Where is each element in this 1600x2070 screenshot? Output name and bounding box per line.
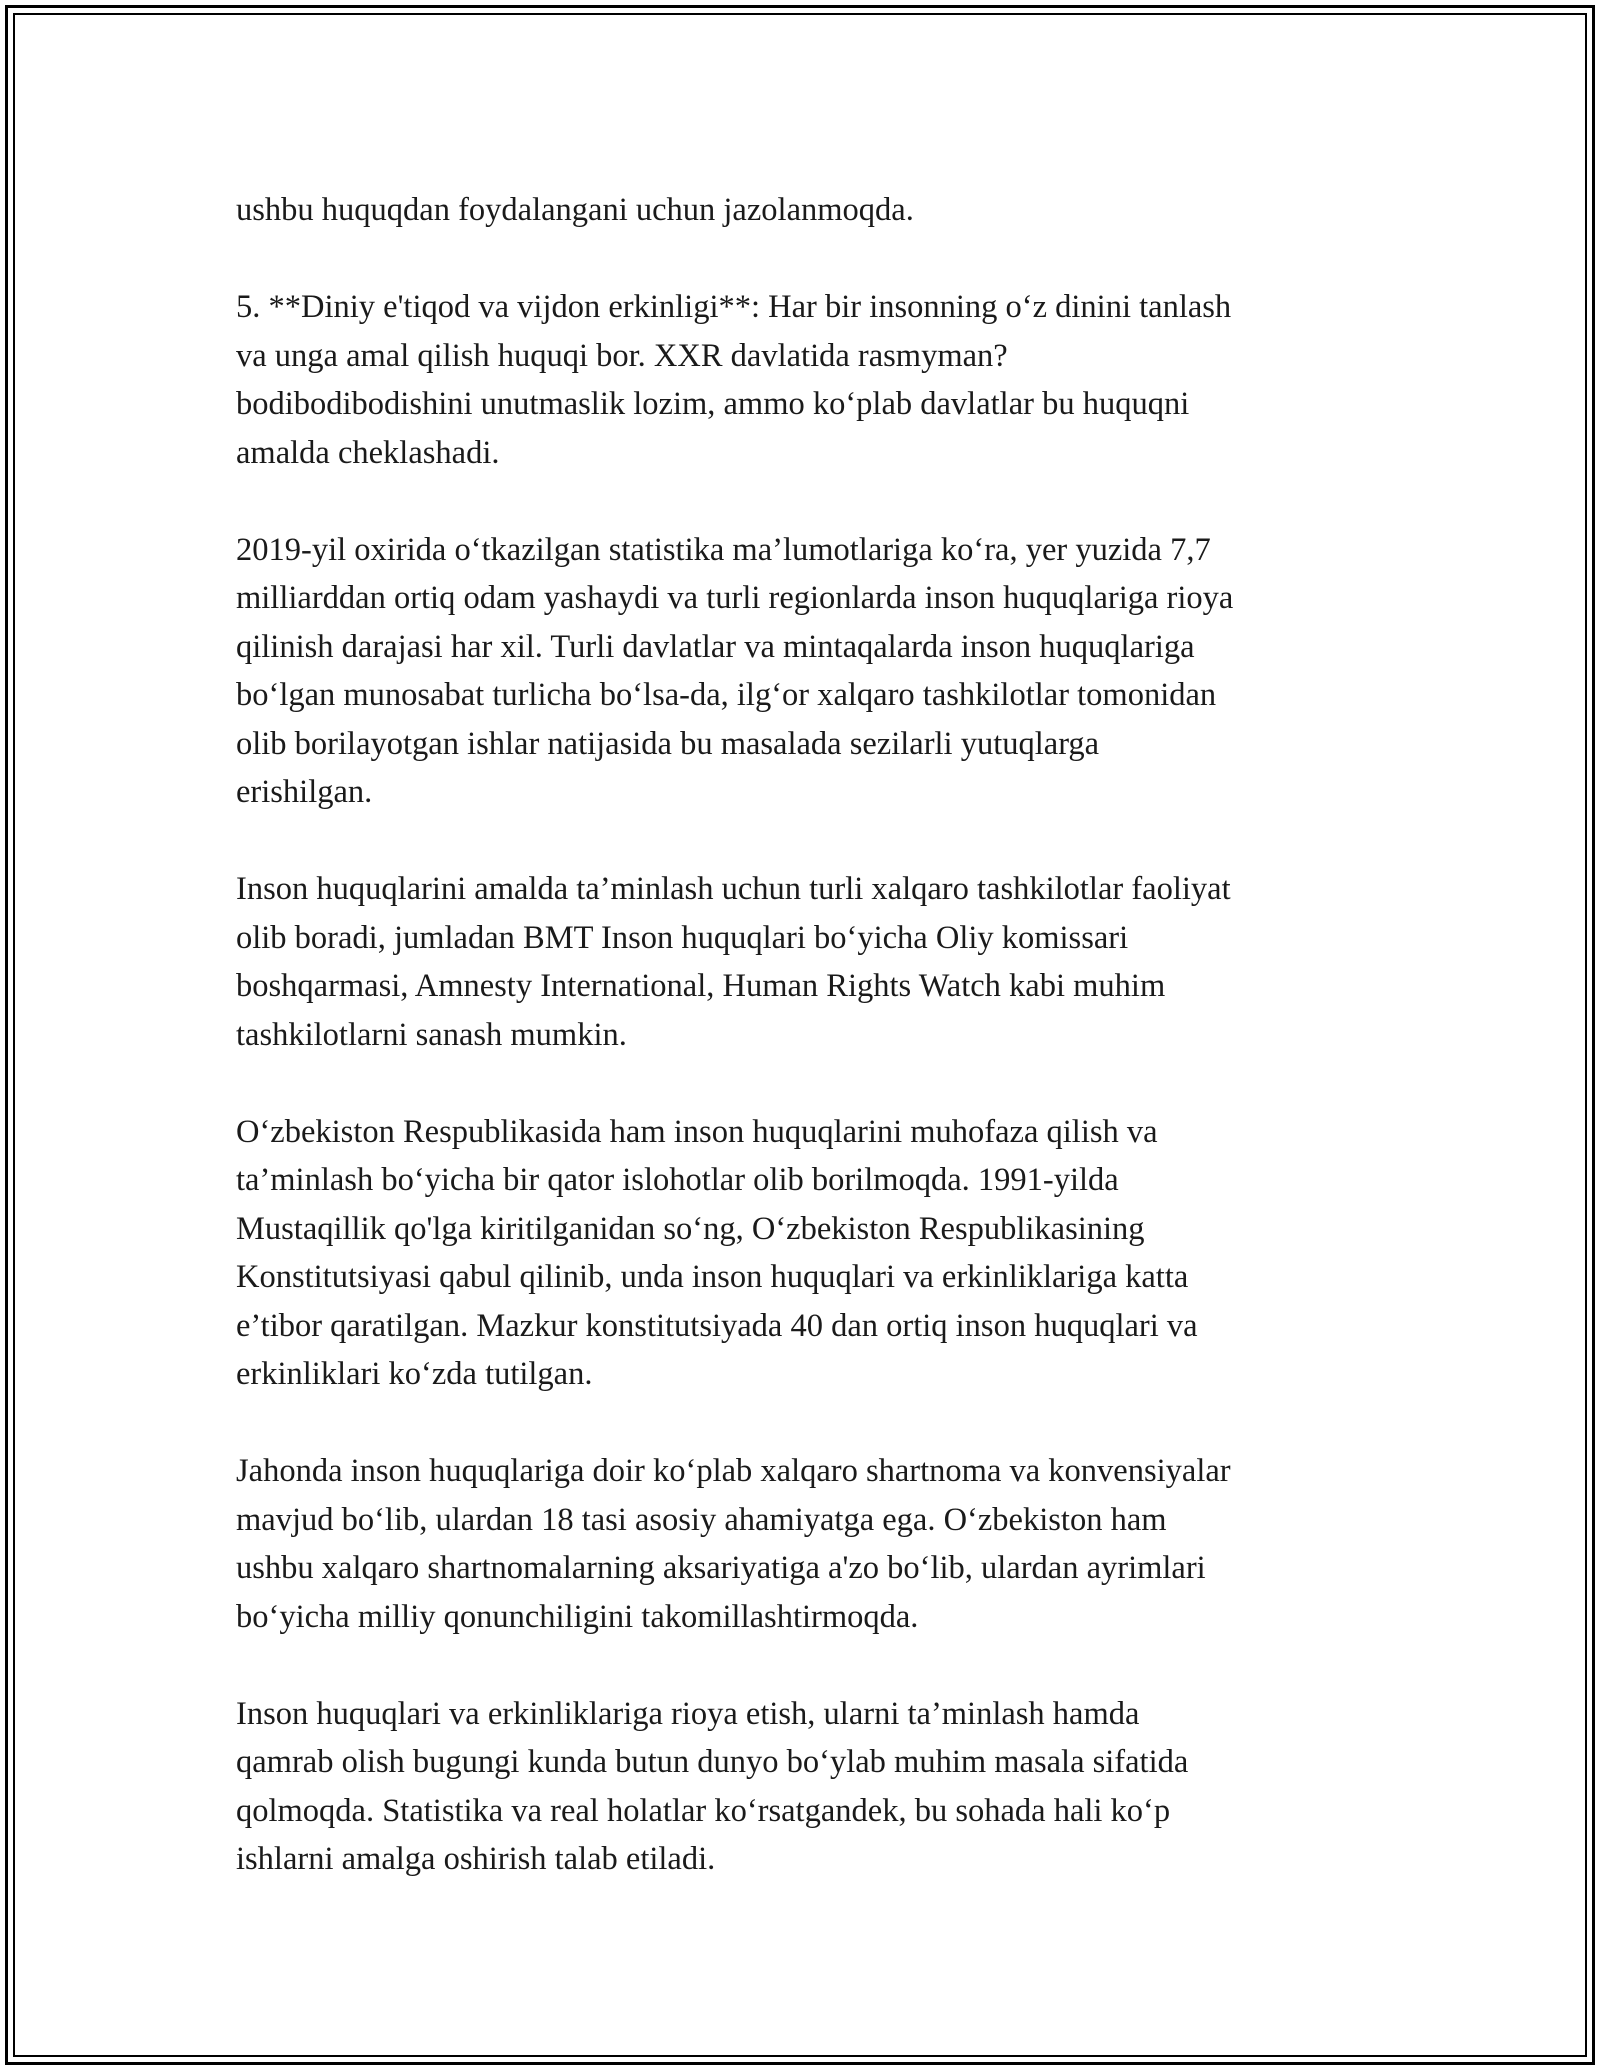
text-line: 2019-yil oxirida o‘tkazilgan statistika ma’lumotlariga ko‘ra, yer yuzida 7,7 [236, 531, 1211, 568]
text-line: bo‘yicha milliy qonunchiligini takomillashtirmoqda. [236, 1598, 919, 1635]
text-line: qolmoqda. Statistika va real holatlar ko‘rsatgandek, bu sohada hali ko‘p [236, 1792, 1171, 1829]
paragraph [236, 865, 1376, 1059]
text-line: Inson huquqlari va erkinliklariga rioya etish, ularni ta’minlash hamda [236, 1695, 1140, 1732]
text-line: ushbu huquqdan foydalangani uchun jazolanmoqda. [236, 192, 914, 228]
text-line: boshqarmasi, Amnesty International, Human Rights Watch kabi muhim [236, 968, 1166, 1004]
paragraph [236, 1108, 1376, 1399]
text-line: olib borilayotgan ishlar natijasida bu masalada sezilarli yutuqlarga [236, 725, 1100, 762]
text-line: ta’minlash bo‘yicha bir qator islohotlar olib borilmoqda. 1991-yilda [236, 1162, 1119, 1198]
text-line: tashkilotlarni sanash mumkin. [236, 1016, 627, 1053]
document-body [236, 186, 1376, 1932]
text-line: olib boradi, jumladan BMT Inson huquqlari bo‘yicha Oliy komissari [236, 919, 1129, 956]
paragraph [236, 526, 1376, 817]
text-line: Mustaqillik qo'lga kiritilganidan so‘ng, O‘zbekiston Respublikasining [236, 1210, 1145, 1247]
paragraph [236, 186, 1376, 235]
text-line: milliarddan ortiq odam yashaydi va turli regionlarda inson huquqlariga rioya [236, 580, 1234, 616]
text-line: e’tibor qaratilgan. Mazkur konstitutsiyada 40 dan ortiq inson huquqlari va [236, 1307, 1198, 1344]
text-line: qilinish darajasi har xil. Turli davlatlar va mintaqalarda inson huquqlariga [236, 628, 1195, 665]
text-line: bo‘lgan munosabat turlicha bo‘lsa-da, ilg‘or xalqaro tashkilotlar tomonidan [236, 677, 1217, 713]
text-line: va unga amal qilish huquqi bor. XXR davlatida rasmyman? [236, 337, 1008, 374]
text-line: erishilgan. [236, 774, 373, 810]
text-line: Inson huquqlarini amalda ta’minlash uchun turli xalqaro tashkilotlar faoliyat [236, 871, 1231, 907]
text-line: amalda cheklashadi. [236, 434, 500, 471]
text-line: erkinliklari ko‘zda tutilgan. [236, 1356, 593, 1392]
paragraph [236, 1690, 1376, 1884]
paragraph [236, 283, 1376, 477]
text-line: Jahonda inson huquqlariga doir ko‘plab xalqaro shartnoma va konvensiyalar [236, 1453, 1231, 1489]
text-line: mavjud bo‘lib, ulardan 18 tasi asosiy ahamiyatga ega. O‘zbekiston ham [236, 1501, 1167, 1538]
text-line: ishlarni amalga oshirish talab etiladi. [236, 1841, 716, 1877]
text-line: ushbu xalqaro shartnomalarning aksariyatiga a'zo bo‘lib, ulardan ayrimlari [236, 1550, 1206, 1586]
text-line: 5. **Diniy e'tiqod va vijdon erkinligi**: Har bir insonning o‘z dinini tanlash [236, 289, 1232, 325]
text-line: bodibodibodishini unutmaslik lozim, ammo ko‘plab davlatlar bu huquqni [236, 386, 1190, 422]
text-line: Konstitutsiyasi qabul qilinib, unda inson huquqlari va erkinliklariga katta [236, 1259, 1189, 1295]
text-line: O‘zbekiston Respublikasida ham inson huquqlarini muhofaza qilish va [236, 1113, 1158, 1150]
paragraph [236, 1447, 1376, 1641]
text-line: qamrab olish bugungi kunda butun dunyo bo‘ylab muhim masala sifatida [236, 1744, 1189, 1780]
